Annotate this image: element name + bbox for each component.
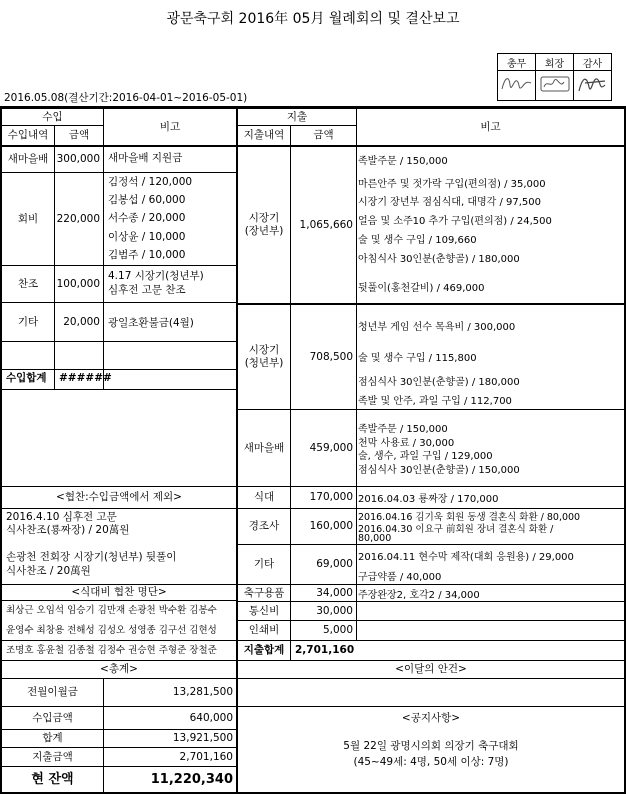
expense-note: 술 및 생수 구입 / 115,800 — [358, 353, 477, 364]
excluded-line: 손광천 전회장 시장기(청년부) 뒷풀이 — [6, 551, 177, 563]
expense-amount: 34,000 — [316, 586, 353, 599]
income-item: 찬조 — [17, 277, 39, 290]
expense-note: 술, 생수, 과일 구입 / 129,000 — [358, 451, 493, 462]
expense-note: 2016.04.03 룡짜장 / 170,000 — [358, 494, 499, 505]
expense-item: 식대 — [253, 491, 275, 503]
income-amount: 20,000 — [63, 315, 100, 328]
expense-total-value: 2,701,160 — [295, 644, 355, 656]
income-col-note: 비고 — [159, 120, 181, 133]
expense-item: 경조사 — [248, 520, 280, 532]
excluded-header: <협찬:수입금액에서 제외> — [56, 491, 182, 503]
signature-president — [536, 71, 574, 101]
expense-note: 아침식사 30인분(춘향골) / 180,000 — [358, 254, 520, 265]
signature-image — [499, 71, 535, 97]
expense-note: 족발주문 / 150,000 — [358, 156, 448, 167]
expense-item: 시장기 (청년부) — [244, 344, 284, 369]
notice-line: (45~49세: 4명, 50세 이상: 7명) — [353, 756, 509, 768]
income-note: 이상윤 / 10,000 — [108, 231, 186, 243]
income-total-label: 수입합계 — [6, 372, 47, 384]
expense-note: 천막 사용료 / 30,000 — [358, 438, 455, 449]
expense-col-note: 비고 — [480, 120, 501, 133]
summary-header: <총계> — [100, 663, 138, 675]
income-item: 회비 — [17, 212, 39, 225]
income-note: 김정석 / 120,000 — [108, 176, 193, 188]
expense-note: 술 및 생수 구입 / 109,660 — [358, 235, 477, 246]
summary-value: 13,281,500 — [172, 686, 233, 698]
summary-value: 2,701,160 — [179, 750, 233, 763]
income-note: 서수종 / 20,000 — [108, 212, 186, 224]
expense-note: 주장완장2, 호각2 / 34,000 — [358, 590, 480, 601]
expense-amount: 170,000 — [309, 491, 353, 503]
signature-image — [537, 71, 573, 97]
agenda-header: <이달의 안건> — [395, 663, 467, 675]
expense-amount: 160,000 — [309, 520, 353, 532]
income-item: 새마을배 — [7, 153, 49, 165]
expense-amount: 1,065,660 — [299, 218, 353, 231]
summary-balance-label: 현 잔액 — [31, 772, 74, 787]
expense-col-amount: 금액 — [313, 129, 334, 141]
income-col-amount: 금액 — [68, 129, 90, 141]
signature-image — [575, 71, 611, 97]
expense-note: 얼음 및 소주10 추가 구입(편의점) / 24,500 — [358, 216, 552, 227]
summary-label: 합계 — [42, 732, 63, 744]
income-note: 새마을배 지원금 — [108, 152, 183, 164]
expense-note: 80,000 — [358, 533, 392, 544]
expense-note: 뒷풀이(홍천갈비) / 469,000 — [358, 283, 485, 294]
income-note: 김범주 / 10,000 — [108, 249, 186, 261]
approval-box — [497, 53, 612, 101]
excluded-line: 식사찬조 / 20萬원 — [6, 565, 91, 577]
expense-amount: 69,000 — [316, 558, 353, 570]
excluded-line: 식사찬조(룡짜장) / 20萬원 — [6, 524, 130, 536]
income-note: 심후전 고문 찬조 — [108, 284, 186, 296]
page-title: 광문축구회 2016年 05月 월례회의 및 결산보고 — [166, 11, 460, 27]
income-amount: 220,000 — [56, 212, 100, 225]
expense-note: 2016.04.30 이요구 前회원 장녀 결혼식 화환 / — [358, 524, 554, 535]
expense-note: 점심식사 30인분(춘향골) / 150,000 — [358, 465, 520, 476]
expense-item: 기타 — [253, 558, 275, 570]
expense-note: 청년부 게임 선수 목욕비 / 300,000 — [358, 322, 516, 333]
meal-sponsors-line: 윤영수 최창용 전해성 김성오 성영종 김구선 김현성 — [6, 625, 217, 636]
income-header: 수입 — [42, 110, 63, 123]
expense-total-label: 지출합계 — [243, 644, 285, 656]
summary-label: 전월이월금 — [27, 686, 78, 698]
expense-item: 인쇄비 — [248, 624, 280, 636]
excluded-line: 2016.4.10 심후전 고문 — [6, 511, 117, 523]
expense-note: 족발 및 안주, 과일 구입 / 112,700 — [358, 396, 512, 407]
expense-note: 시장기 장년부 점심식대, 대명각 / 97,500 — [358, 197, 542, 208]
meal-sponsors-line: 최상근 오임석 임승기 김만재 손광천 박수환 김봉수 — [6, 605, 217, 616]
expense-item: 축구용품 — [243, 586, 285, 599]
expense-note: 구급약품 / 40,000 — [358, 572, 442, 583]
expense-item: 새마을배 — [243, 441, 285, 454]
approval-label-treasurer: 총무 — [498, 54, 536, 71]
income-col-item: 수입내역 — [7, 129, 49, 141]
income-item: 기타 — [17, 315, 39, 328]
notice-header: <공지사항> — [401, 711, 461, 724]
income-amount: 100,000 — [56, 277, 100, 290]
expense-note: 마른안주 및 젓가락 구입(편의점) / 35,000 — [358, 179, 546, 190]
expense-item: 시장기 (장년부) — [244, 212, 284, 237]
income-note: 김봉섭 / 60,000 — [108, 194, 186, 206]
meal-sponsors-header: <식대비 협찬 명단> — [71, 586, 167, 598]
income-note: 4.17 시장기(청년부) — [108, 270, 204, 282]
signature-treasurer — [498, 71, 536, 101]
expense-item: 통신비 — [248, 604, 280, 617]
notice-line: 5월 22일 광명시의회 의장기 축구대회 — [343, 740, 519, 752]
income-note: 광일초환불금(4월) — [108, 317, 194, 329]
expense-col-item: 지출내역 — [243, 129, 285, 141]
income-total-value: ###### — [59, 372, 112, 384]
signature-auditor — [574, 71, 612, 101]
summary-balance-value: 11,220,340 — [150, 772, 233, 787]
expense-note: 점심식사 30인분(춘향골) / 180,000 — [358, 377, 520, 388]
approval-label-president: 회장 — [536, 54, 574, 71]
settlement-date: 2016.05.08(결산기간:2016-04-01~2016-05-01) — [4, 92, 248, 104]
income-amount: 300,000 — [56, 153, 100, 165]
expense-header: 지출 — [286, 110, 308, 123]
expense-amount: 459,000 — [309, 441, 353, 454]
summary-value: 13,921,500 — [172, 732, 233, 744]
expense-amount: 708,500 — [309, 350, 353, 363]
summary-label: 수입금액 — [32, 711, 73, 724]
expense-note: 2016.04.16 김기욱 회원 동생 결혼식 화환 / 80,000 — [358, 512, 581, 523]
meal-sponsors-line: 조명호 홍윤철 김종철 김정수 권승현 주형준 장철준 — [6, 645, 217, 656]
approval-label-auditor: 감사 — [574, 54, 612, 71]
expense-amount: 30,000 — [316, 604, 353, 617]
expense-amount: 5,000 — [322, 624, 353, 636]
summary-label: 지출금액 — [32, 750, 73, 763]
summary-value: 640,000 — [189, 711, 233, 724]
expense-note: 족발주문 / 150,000 — [358, 424, 448, 435]
expense-note: 2016.04.11 현수막 제작(대회 응원용) / 29,000 — [358, 552, 574, 563]
